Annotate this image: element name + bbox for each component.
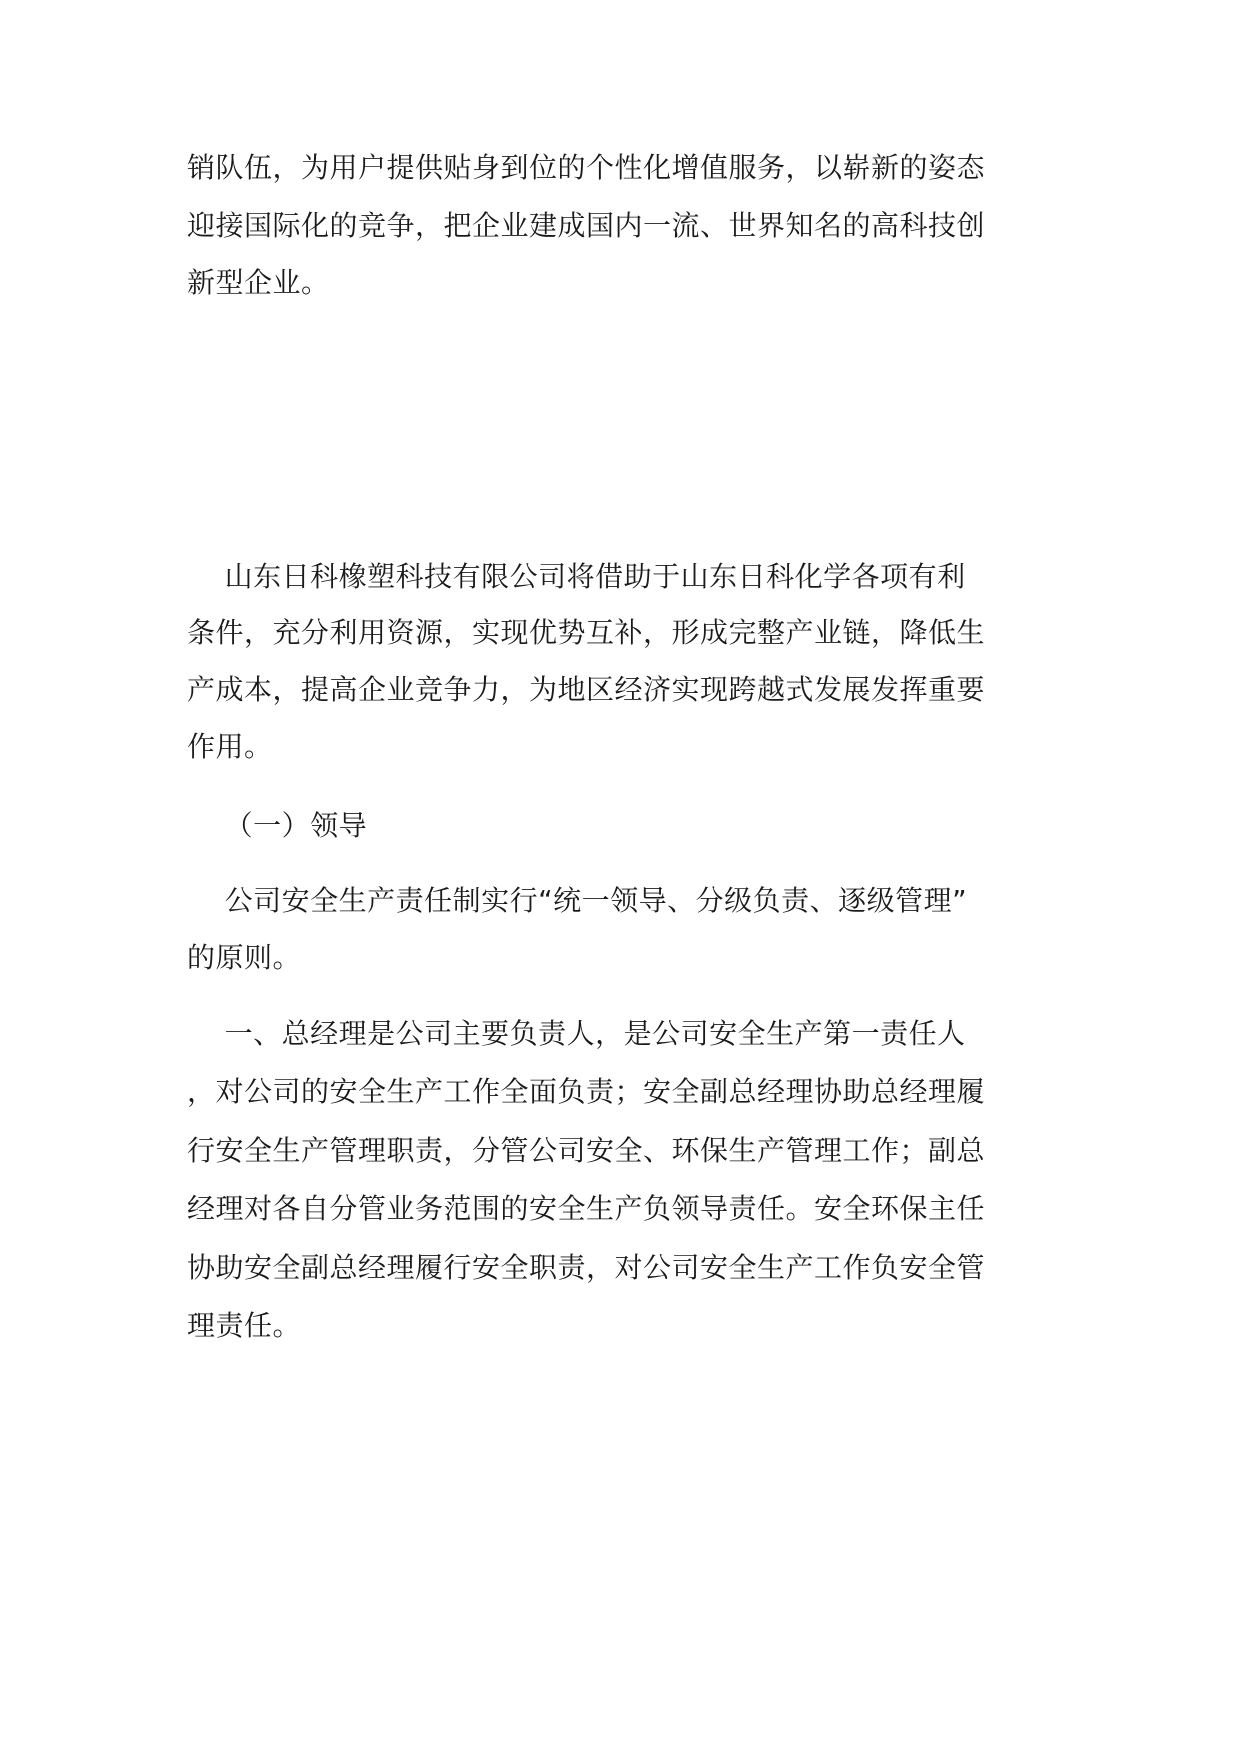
paragraph-1-line-2: 迎接国际化的竞争，把企业建成国内一流、世界知名的高科技创	[187, 209, 986, 242]
paragraph-3-line-1: 公司安全生产责任制实行“统一领导、分级负责、逐级管理”	[187, 884, 968, 917]
paragraph-4-line-4: 经理对各自分管业务范围的安全生产负领导责任。安全环保主任	[187, 1192, 986, 1225]
paragraph-4-line-3: 行安全生产管理职责，分管公司安全、环保生产管理工作；副总	[187, 1134, 986, 1167]
paragraph-3-line-2: 的原则。	[187, 941, 302, 974]
paragraph-2-line-1: 山东日科橡塑科技有限公司将借助于山东日科化学各项有利	[187, 560, 966, 593]
section-heading: （一）领导	[187, 809, 368, 842]
paragraph-4-line-5: 协助安全副总经理履行安全职责，对公司安全生产工作负安全管	[187, 1251, 986, 1284]
paragraph-2-line-3: 产成本，提高企业竞争力，为地区经济实现跨越式发展发挥重要	[187, 673, 986, 706]
paragraph-4-line-1: 一、总经理是公司主要负责人，是公司安全生产第一责任人	[187, 1017, 966, 1050]
paragraph-1-line-1: 销队伍，为用户提供贴身到位的个性化增值服务，以崭新的姿态	[187, 151, 986, 184]
paragraph-1-line-3: 新型企业。	[187, 266, 330, 299]
paragraph-2-line-4: 作用。	[187, 730, 273, 763]
paragraph-2-line-2: 条件，充分利用资源，实现优势互补，形成完整产业链，降低生	[187, 616, 986, 649]
paragraph-4-line-2: ，对公司的安全生产工作全面负责；安全副总经理协助总经理履	[187, 1075, 986, 1108]
paragraph-4-line-6: 理责任。	[187, 1309, 302, 1342]
